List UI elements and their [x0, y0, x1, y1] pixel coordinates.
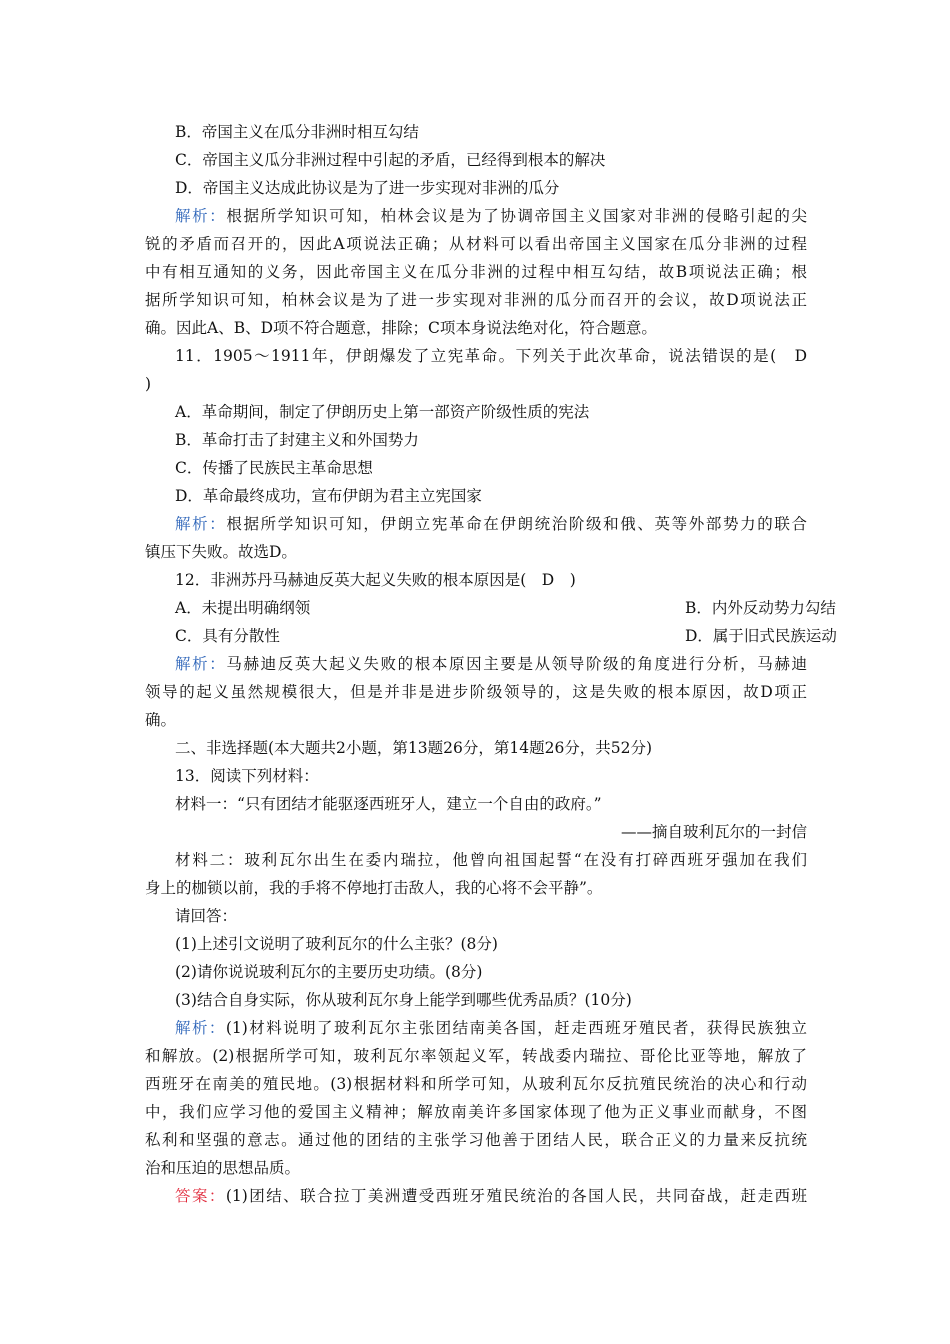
q13-material-1: 材料一：“只有团结才能驱逐西班牙人，建立一个自由的政府。” — [175, 795, 602, 813]
q10-option-b: B．帝国主义在瓜分非洲时相互勾结 — [175, 123, 419, 141]
q10-option-c: C．帝国主义瓜分非洲过程中引起的矛盾，已经得到根本的解决 — [175, 151, 606, 169]
q10-analysis-line: 锐的矛盾而召开的，因此A项说法正确；从材料可以看出帝国主义国家在瓜分非洲的过程 — [145, 235, 807, 253]
analysis-label: 解析： — [175, 655, 227, 673]
q13-stem: 13．阅读下列材料： — [175, 767, 319, 785]
q13-analysis-line: 中，我们应学习他的爱国主义精神；解放南美许多国家体现了他为正义事业而献身，不图 — [145, 1103, 807, 1121]
q12-analysis-line: 领导的起义虽然规模很大，但是并非是进步阶级领导的，这是失败的根本原因，故D项正 — [145, 683, 807, 701]
q12-analysis-line: 确。 — [145, 711, 177, 729]
q13-analysis-line: 私利和坚强的意志。通过他的团结的主张学习他善于团结人民，联合正义的力量来反抗统 — [145, 1131, 807, 1149]
q13-prompt: 请回答： — [175, 907, 238, 925]
q13-sub-question-3: (3)结合自身实际，你从玻利瓦尔身上能学到哪些优秀品质？(10分) — [175, 991, 632, 1009]
q12-option-d: D．属于旧式民族运动 — [685, 627, 837, 645]
q12-analysis-line: 解析：马赫迪反英大起义失败的根本原因主要是从领导阶级的角度进行分析，马赫迪 — [175, 655, 807, 673]
section-heading: 二、非选择题(本大题共2小题，第13题26分，第14题26分，共52分) — [175, 739, 653, 757]
analysis-label: 解析： — [175, 515, 227, 533]
q13-material-2-line: 材料二：玻利瓦尔出生在委内瑞拉，他曾向祖国起誓“在没有打碎西班牙强加在我们 — [175, 851, 807, 869]
q13-analysis-line: 解析：(1)材料说明了玻利瓦尔主张团结南美各国，赶走西班牙殖民者，获得民族独立 — [175, 1019, 807, 1037]
q12-options-row — [175, 598, 836, 618]
q11-option-c: C．传播了民族民主革命思想 — [175, 459, 373, 477]
q12-options-row — [175, 626, 837, 646]
q11-option-b: B．革命打击了封建主义和外国势力 — [175, 431, 419, 449]
q11-stem-end: ) — [145, 375, 152, 393]
q12-option-b: B．内外反动势力勾结 — [685, 599, 836, 617]
q11-option-a: A．革命期间，制定了伊朗历史上第一部资产阶级性质的宪法 — [175, 403, 590, 421]
q10-analysis-line: 据所学知识可知，柏林会议是为了进一步实现对非洲的瓜分而召开的会议，故D项说法正 — [145, 291, 807, 309]
q13-analysis-line: 和解放。(2)根据所学可知，玻利瓦尔率领起义军，转战委内瑞拉、哥伦比亚等地，解放了 — [145, 1047, 807, 1065]
q11-stem: 11．1905～1911年，伊朗爆发了立宪革命。下列关于此次革命，说法错误的是( D — [175, 347, 807, 365]
q13-sub-question-2: (2)请你说说玻利瓦尔的主要历史功绩。(8分) — [175, 963, 483, 981]
q11-analysis-line: 解析：根据所学知识可知，伊朗立宪革命在伊朗统治阶级和俄、英等外部势力的联合 — [175, 515, 807, 533]
q10-analysis-line: 解析：根据所学知识可知，柏林会议是为了协调帝国主义国家对非洲的侵略引起的尖 — [175, 207, 807, 225]
q12-option-c: C．具有分散性 — [175, 627, 280, 645]
q13-sub-question-1: (1)上述引文说明了玻利瓦尔的什么主张？(8分) — [175, 935, 498, 953]
q13-analysis-line: 西班牙在南美的殖民地。(3)根据材料和所学可知，从玻利瓦尔反抗殖民统治的决心和行动 — [145, 1075, 807, 1093]
q12-stem: 12．非洲苏丹马赫迪反英大起义失败的根本原因是( D ) — [175, 571, 576, 589]
q12-option-a: A．未提出明确纲领 — [175, 599, 311, 617]
analysis-label: 解析： — [175, 207, 227, 225]
q10-option-d: D．帝国主义达成此协议是为了进一步实现对非洲的瓜分 — [175, 179, 560, 197]
analysis-label: 解析： — [175, 1019, 226, 1037]
q13-material-1-source: ——摘自玻利瓦尔的一封信 — [620, 823, 807, 841]
q10-analysis-line: 确。因此A、B、D项不符合题意，排除；C项本身说法绝对化，符合题意。 — [145, 319, 657, 337]
q13-material-2-line: 身上的枷锁以前，我的手将不停地打击敌人，我的心将不会平静”。 — [145, 879, 603, 897]
q11-option-d: D．革命最终成功，宣布伊朗为君主立宪国家 — [175, 487, 482, 505]
q10-analysis-line: 中有相互通知的义务，因此帝国主义在瓜分非洲的过程中相互勾结，故B项说法正确；根 — [145, 263, 807, 281]
q13-analysis-line: 治和压迫的思想品质。 — [145, 1159, 301, 1177]
q13-answer-line: 答案：(1)团结、联合拉丁美洲遭受西班牙殖民统治的各国人民，共同奋战，赶走西班 — [175, 1187, 807, 1205]
answer-label: 答案： — [175, 1187, 226, 1205]
q11-analysis-line: 镇压下失败。故选D。 — [145, 543, 297, 561]
